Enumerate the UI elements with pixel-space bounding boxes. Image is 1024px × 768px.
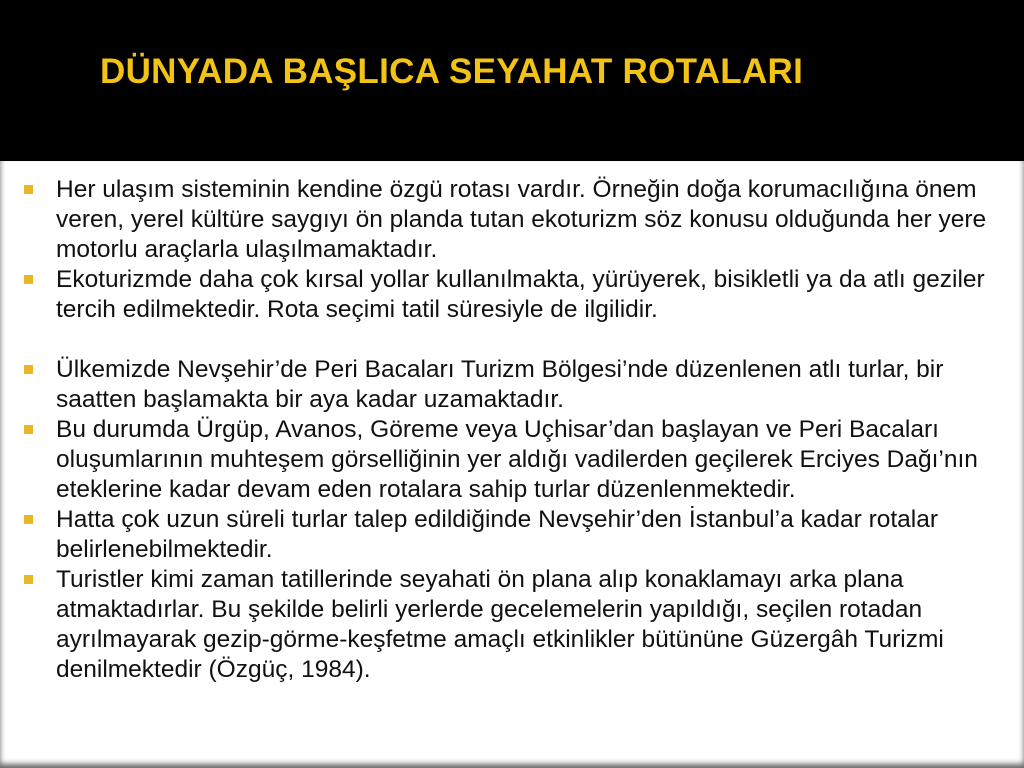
- square-bullet-icon: [24, 275, 33, 284]
- square-bullet-icon: [24, 515, 33, 524]
- bullet-item: [24, 355, 1004, 415]
- bullet-text: Hatta çok uzun süreli turlar talep edildiğinde Nevşehir’den İstanbul’a kadar rotalar belirlenebilmektedir.: [56, 506, 939, 563]
- bullet-item: [24, 415, 1004, 505]
- bullet-list: [24, 175, 1004, 685]
- bullet-text: Bu durumda Ürgüp, Avanos, Göreme veya Uçhisar’dan başlayan ve Peri Bacaları oluşumlarının muhteşem görselliğinin yer aldığı vadilerden geçilerek Erciyes Dağı’nın eteklerine kadar devam eden rotalara sahip turlar düzenlenmektedir.: [56, 416, 978, 503]
- bullet-item: [24, 565, 1004, 685]
- bullet-text: Ekoturizmde daha çok kırsal yollar kullanılmakta, yürüyerek, bisikletli ya da atlı geziler tercih edilmektedir. Rota seçimi tatil süresiyle de ilgilidir.: [56, 266, 985, 323]
- content-area: [0, 161, 1024, 768]
- bullet-item: [24, 175, 1004, 265]
- square-bullet-icon: [24, 185, 33, 194]
- bullet-text: Turistler kimi zaman tatillerinde seyahati ön plana alıp konaklamayı arka plana atmaktadırlar. Bu şekilde belirli yerlerde gecelemelerin yapıldığı, seçilen rotadan ayrılmayarak gezip-görme-keşfetme amaçlı etkinlikler bütününe Güzergâh Turizmi denilmektedir (Özgüç, 1984).: [56, 566, 944, 683]
- square-bullet-icon: [24, 425, 33, 434]
- bullet-item: [24, 505, 1004, 565]
- square-bullet-icon: [24, 575, 33, 584]
- bullet-item: [24, 265, 1004, 325]
- title-band: [0, 0, 1024, 155]
- slide-title: DÜNYADA BAŞLICA SEYAHAT ROTALARI: [100, 52, 804, 91]
- square-bullet-icon: [24, 365, 33, 374]
- bullet-text: Ülkemizde Nevşehir’de Peri Bacaları Turizm Bölgesi’nde düzenlenen atlı turlar, bir saatten başlamakta bir aya kadar uzamaktadır.: [56, 356, 944, 413]
- bullet-text: Her ulaşım sisteminin kendine özgü rotası vardır. Örneğin doğa korumacılığına önem veren, yerel kültüre saygıyı ön planda tutan ekoturizm söz konusu olduğunda her yere motorlu araçlarla ulaşılmamaktadır.: [56, 176, 987, 263]
